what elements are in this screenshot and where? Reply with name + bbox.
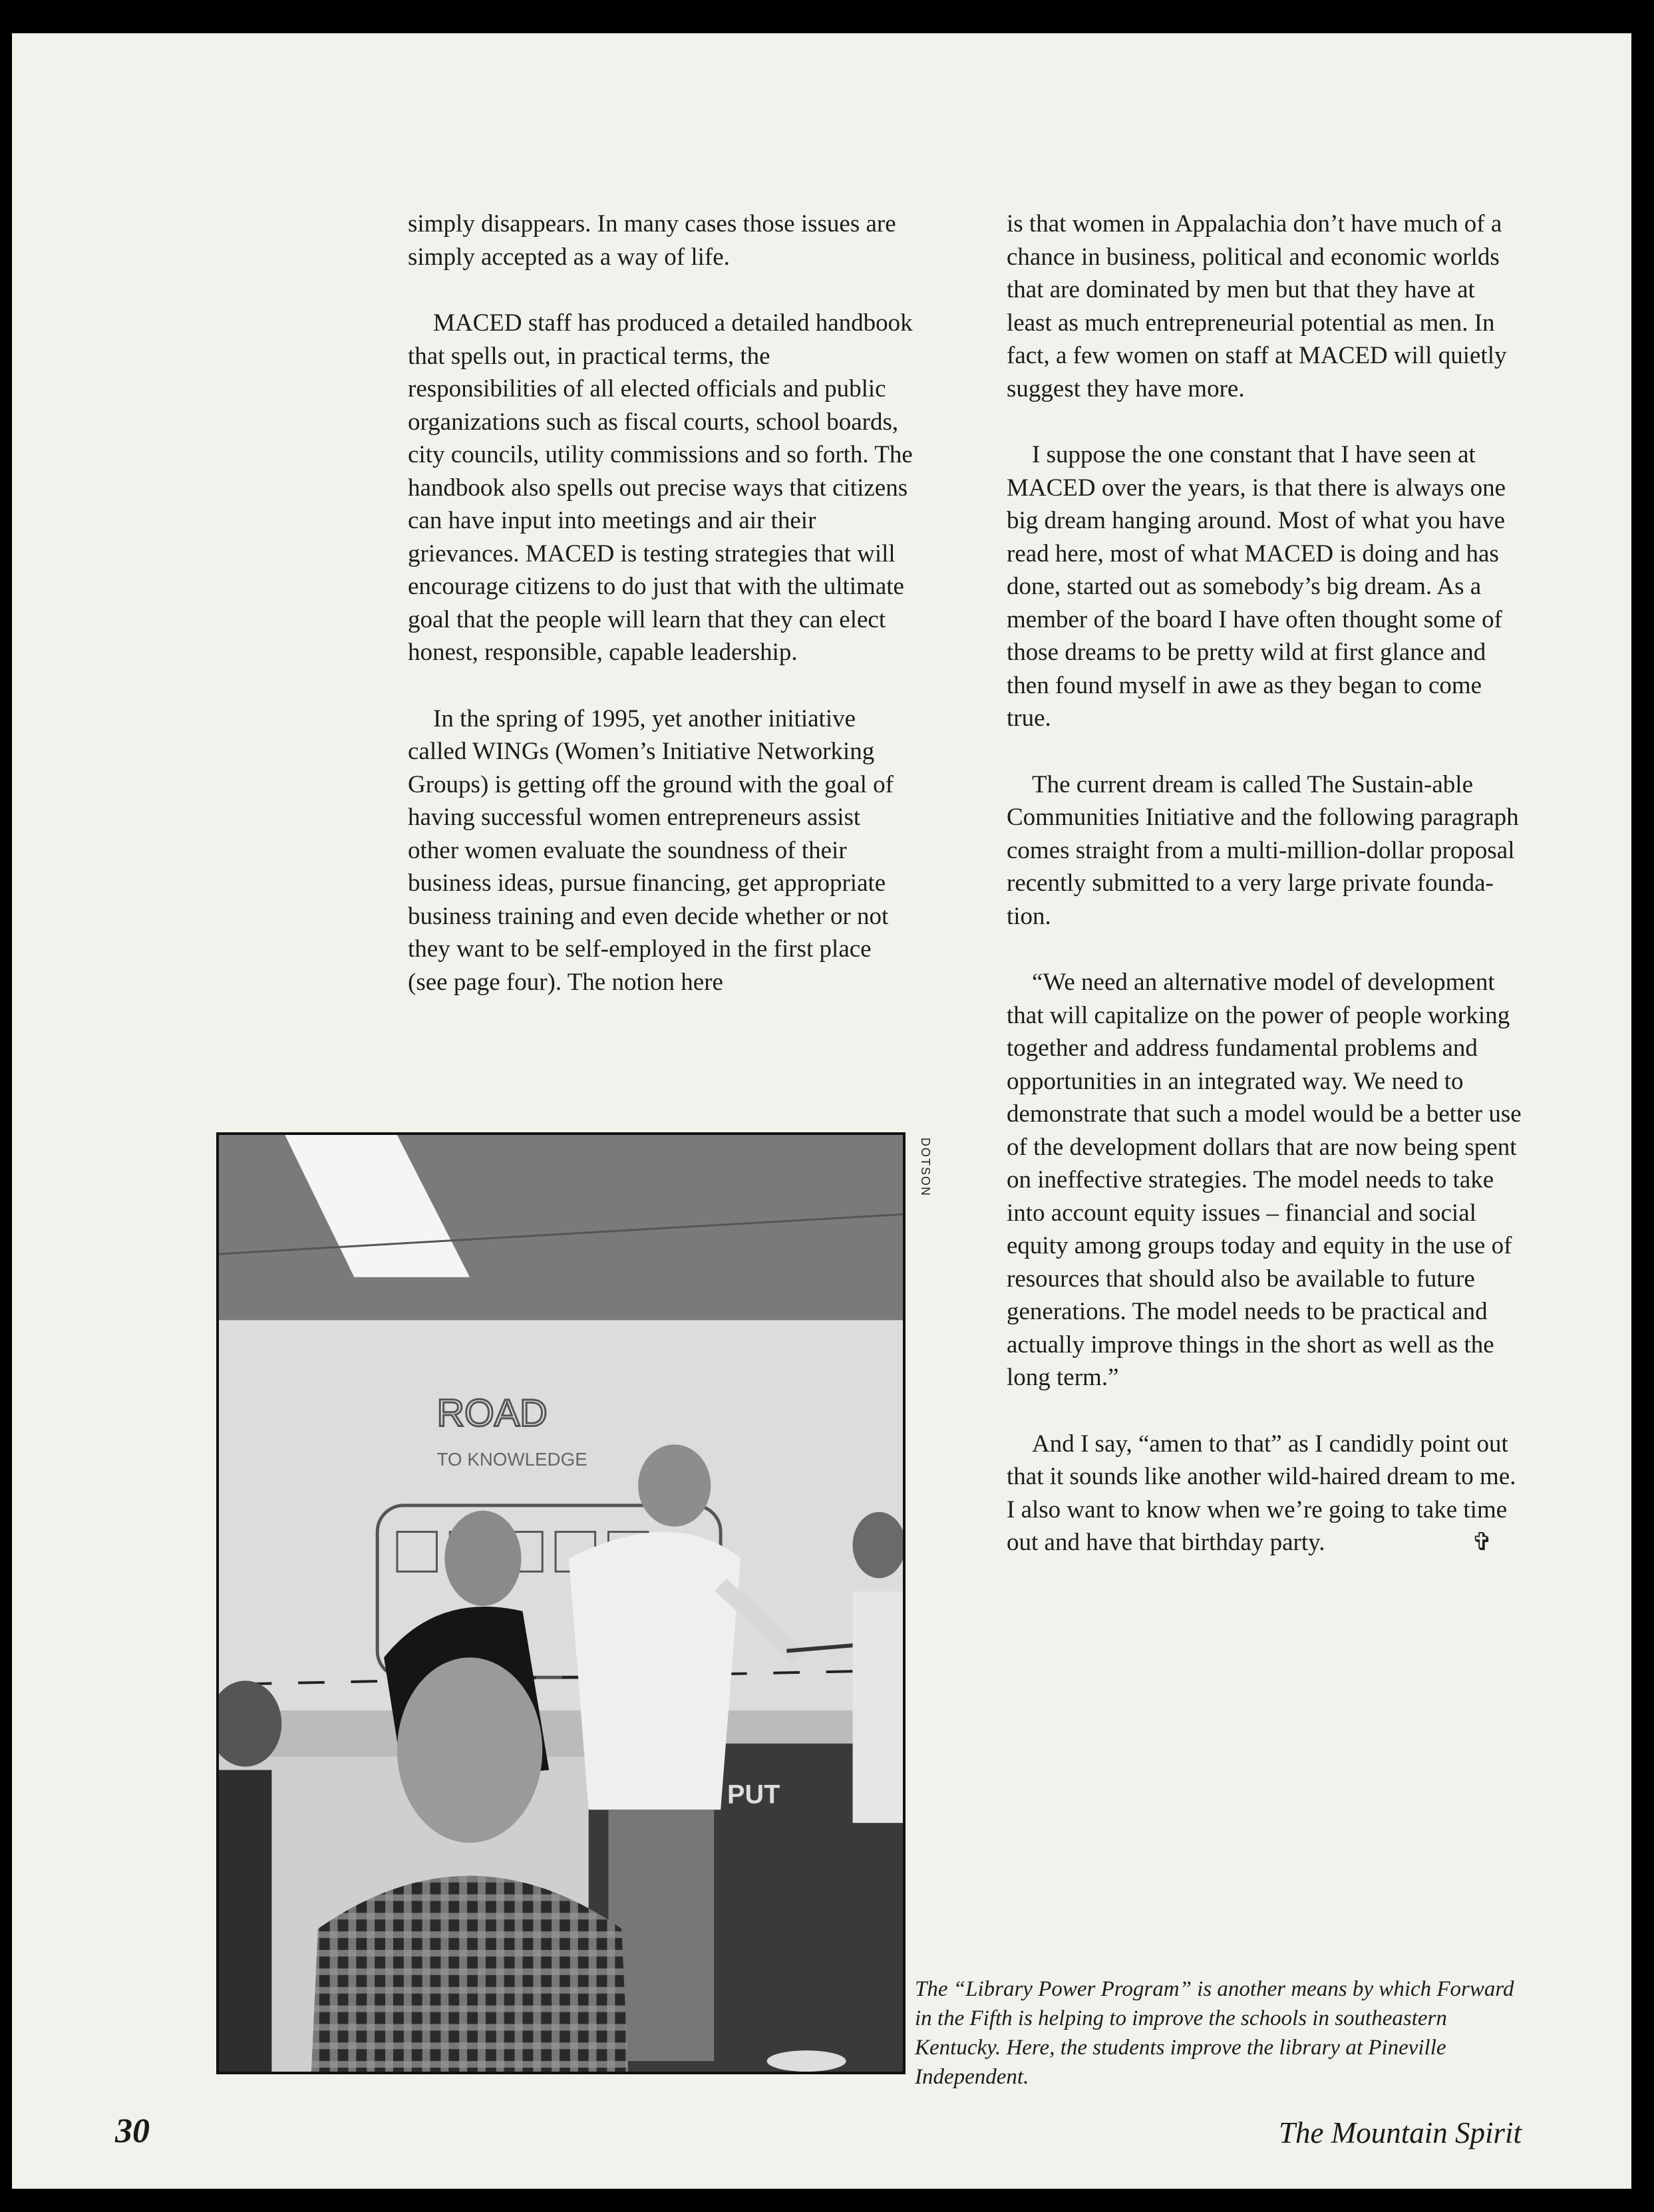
mural-title: ROAD (436, 1392, 548, 1435)
photo-illustration (219, 1135, 903, 2072)
photo-caption: The “Library Power Program” is another means by which Forward in the Fifth is helping to improve the schools in southeastern Kentucky. Here, the students improve the library at Pineville Independent. (915, 1977, 1514, 2089)
paragraph (1007, 1428, 1526, 1559)
right-column (1007, 208, 1526, 1559)
mural-subtitle: TO KNOWLEDGE (436, 1449, 587, 1470)
paragraph: I suppose the one constant that I have seen at MACED over the years, is that there is always one big dream hanging around. Most of what you have read here, most of what MACED is doing and has done, started out as somebody’s big dream. As a member of the board I have often thought some of those dreams to be pretty wild at first glance and then found myself in awe as they began to come true. (1007, 441, 1506, 732)
library-photo (216, 1132, 906, 2074)
paragraph: MACED staff has produced a detailed handbook that spells out, in practical terms, the responsibilities of all elected officials and public organizations such as fiscal courts, school boards, city councils, utility commissions and so forth. The handbook also spells out precise ways that citizens can have input into meetings and air their grievances. MACED is testing strategies that will encourage citizens to do just that with the ultimate goal that the people will learn that they can elect honest, responsible, capable leadership. (408, 309, 913, 666)
paragraph: The current dream is called The Sustain-able Communities Initiative and the following paragraph comes straight from a multi-million-dollar proposal recently submitted to a very large private founda-tion. (1007, 770, 1519, 930)
left-column (408, 208, 913, 999)
magazine-page (12, 33, 1631, 2189)
person-plaid-shirt (311, 1876, 628, 2072)
paragraph: simply disappears. In many cases those issues are simply accepted as a way of life. (408, 210, 896, 271)
mural-sign: PUT (727, 1780, 780, 1810)
person-curly-hair (397, 1658, 542, 1843)
paragraph: “We need an alternative model of development that will capitalize on the power of people working together and address fundamental problems and opportunities in an integrated way. We need to demonstrate that such a model would be a better use of the development dollars that are now being spent on ineffective strategies. The model needs to take into account equity issues – financial and social equity among groups today and equity in the use of resources that should also be available to future generations. The model needs to be practical and actually improve things in the short as well as the long term.” (1007, 969, 1522, 1391)
person-hair (444, 1511, 521, 1606)
closing-paragraph-text: And I say, “amen to that” as I candidly point out that it sounds like another wild-haired dream to me. I also want to know when we’re going to take time out and have that birthday party. (1007, 1430, 1516, 1556)
paragraph: In the spring of 1995, yet another initiative called WINGs (Women’s Initiative Networking Groups) is getting off the ground with the goal of having successful women entrepreneurs assist other women evaluate the soundness of their business ideas, pursue financing, get appropriate business training and even decide whether or not they want to be self-employed in the first place (see page four). The notion here (408, 705, 894, 996)
page-number: 30 (115, 2112, 150, 2150)
photo-credit: DOTSON (919, 1138, 932, 1197)
person-white-shirt (569, 1532, 741, 1810)
paragraph: is that women in Appalachia don’t have much of a chance in business, political and economic worlds that are dominated by men but that they have at least as much entrepreneurial potential as men. In fact, a few women on staff at MACED will quietly suggest they have more. (1007, 210, 1507, 402)
person-head (638, 1444, 711, 1526)
publication-title: The Mountain Spirit (1278, 2116, 1522, 2149)
end-mark-icon: ✞ (1471, 1529, 1492, 1556)
